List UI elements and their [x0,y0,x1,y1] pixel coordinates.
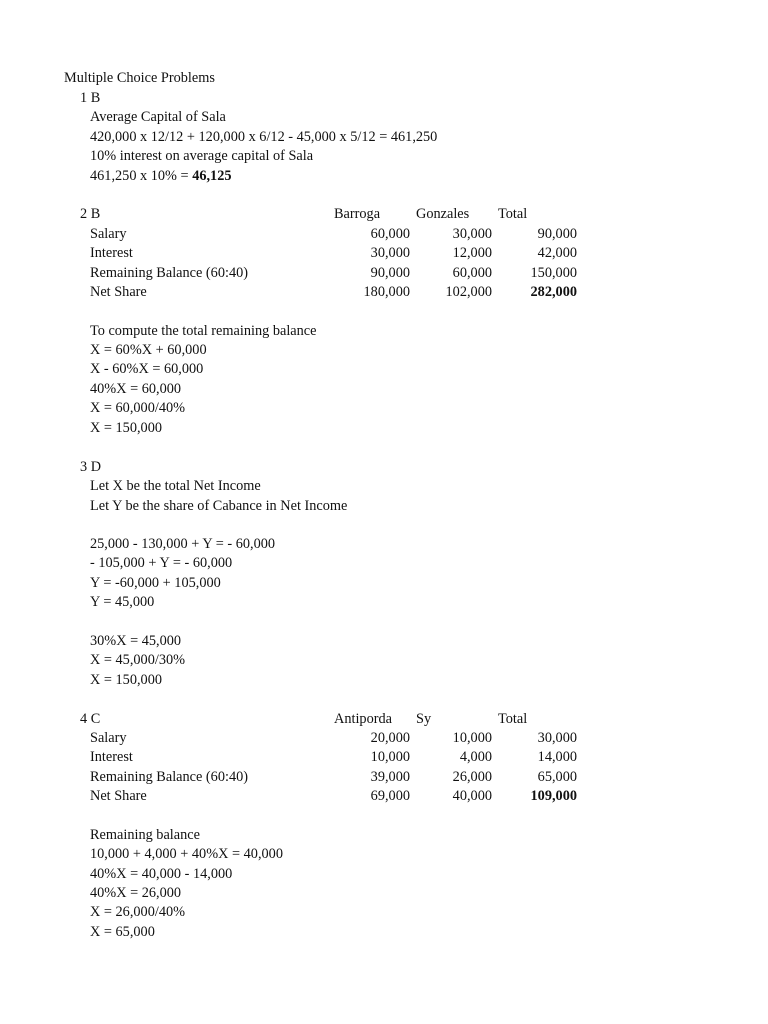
problem-4-line: X = 26,000/40% [90,904,186,920]
cell-total-net-share: 109,000 [530,788,577,804]
cell-barroga-remaining: 90,000 [370,265,410,281]
page-title: Multiple Choice Problems [64,70,215,86]
row-label-remaining: Remaining Balance (60:40) [90,769,249,785]
problem-1-line: 420,000 x 12/12 + 120,000 x 6/12 - 45,000 x 5/12 = 461,250 [90,129,438,145]
problem-3-line: 25,000 - 130,000 + Y = - 60,000 [90,536,276,552]
cell-antiporda-remaining: 39,000 [370,769,410,785]
problem-2-line: 40%X = 60,000 [90,381,182,397]
problem-3-line: Y = -60,000 + 105,000 [90,575,221,591]
problem-1-answer: 46,125 [192,168,232,184]
problem-3-line: X = 150,000 [90,672,163,688]
cell-sy-net-share: 40,000 [452,788,492,804]
cell-sy-salary: 10,000 [452,730,492,746]
problem-1-result [90,167,232,187]
problem-2-line: To compute the total remaining balance [90,323,317,339]
col-header-antiporda: Antiporda [334,711,392,727]
col-header-total: Total [498,711,528,727]
col-header-barroga: Barroga [334,206,381,222]
col-header-gonzales: Gonzales [416,206,470,222]
problem-1-result-prefix: 461,250 x 10% = [90,168,193,184]
cell-gonzales-net-share: 102,000 [445,284,492,300]
cell-total-interest: 42,000 [537,245,577,261]
problem-4-label: 4 C [80,711,101,727]
row-label-interest: Interest [90,245,133,261]
problem-2-label: 2 B [80,206,101,222]
problem-3-line: 30%X = 45,000 [90,633,182,649]
col-header-total: Total [498,206,528,222]
cell-barroga-interest: 30,000 [370,245,410,261]
cell-gonzales-interest: 12,000 [452,245,492,261]
cell-total-salary: 90,000 [537,226,577,242]
problem-3-line: Y = 45,000 [90,594,155,610]
problem-3-line: - 105,000 + Y = - 60,000 [90,555,233,571]
problem-1-line: Average Capital of Sala [90,109,226,125]
cell-barroga-salary: 60,000 [370,226,410,242]
row-label-salary: Salary [90,730,127,746]
cell-antiporda-interest: 10,000 [370,749,410,765]
problem-3-line: Let Y be the share of Cabance in Net Income [90,498,348,514]
problem-1-label: 1 B [80,90,101,106]
row-label-interest: Interest [90,749,133,765]
problem-1-line: 10% interest on average capital of Sala [90,148,314,164]
problem-2-line: X - 60%X = 60,000 [90,361,204,377]
problem-2-line: X = 150,000 [90,420,163,436]
problem-2-line: X = 60%X + 60,000 [90,342,207,358]
cell-total-interest: 14,000 [537,749,577,765]
cell-total-net-share: 282,000 [530,284,577,300]
cell-gonzales-salary: 30,000 [452,226,492,242]
problem-4-line: 10,000 + 4,000 + 40%X = 40,000 [90,846,283,862]
cell-total-remaining: 150,000 [530,265,577,281]
cell-sy-remaining: 26,000 [452,769,492,785]
problem-3-label: 3 D [80,459,102,475]
cell-total-remaining: 65,000 [537,769,577,785]
row-label-remaining: Remaining Balance (60:40) [90,265,249,281]
cell-antiporda-net-share: 69,000 [370,788,410,804]
problem-2-line: X = 60,000/40% [90,400,186,416]
cell-sy-interest: 4,000 [459,749,492,765]
problem-4-line: 40%X = 40,000 - 14,000 [90,866,233,882]
problem-4-line: 40%X = 26,000 [90,885,182,901]
row-label-net-share: Net Share [90,788,147,804]
cell-gonzales-remaining: 60,000 [452,265,492,281]
row-label-net-share: Net Share [90,284,147,300]
problem-4-line: Remaining balance [90,827,200,843]
cell-total-salary: 30,000 [537,730,577,746]
col-header-sy: Sy [416,711,432,727]
cell-antiporda-salary: 20,000 [370,730,410,746]
cell-barroga-net-share: 180,000 [363,284,410,300]
row-label-salary: Salary [90,226,127,242]
problem-3-line: Let X be the total Net Income [90,478,261,494]
problem-3-line: X = 45,000/30% [90,652,186,668]
problem-4-line: X = 65,000 [90,924,155,940]
